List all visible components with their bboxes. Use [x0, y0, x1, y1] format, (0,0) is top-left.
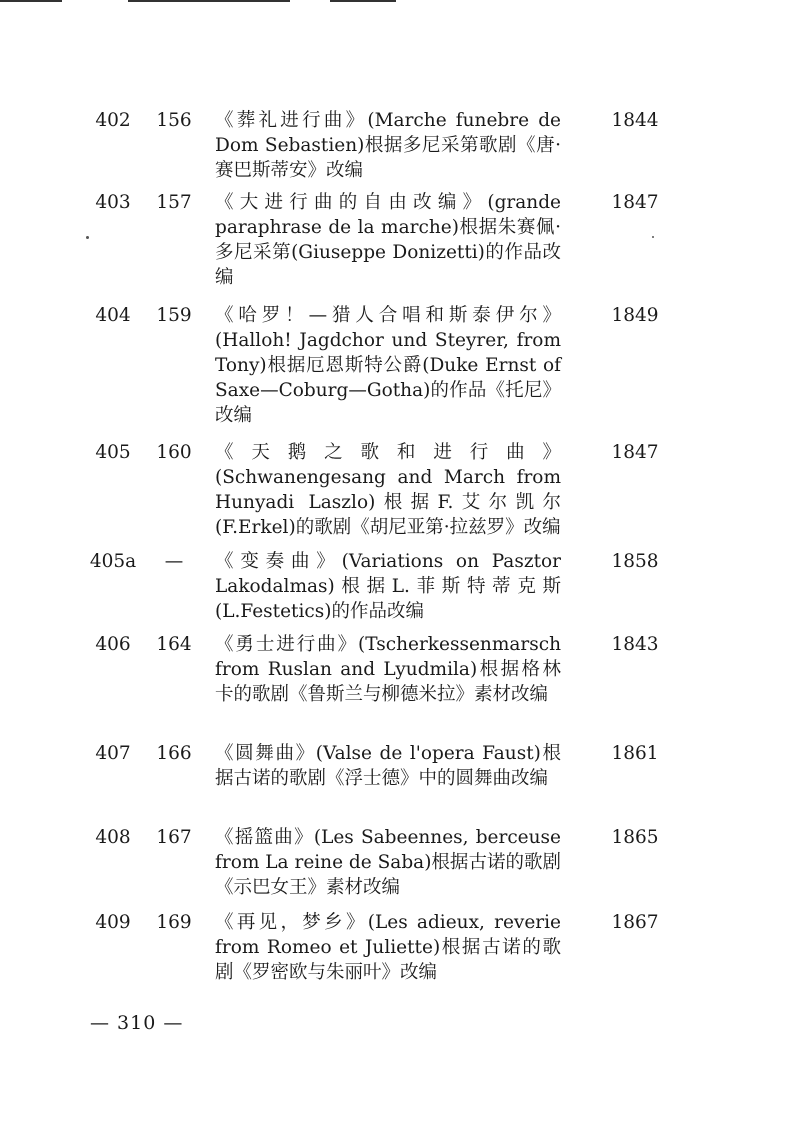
entry-number: 402 [95, 110, 131, 131]
entry-title: 《哈罗！—猎人合唱和斯泰伊尔》(Halloh! Jagdchor und Steyrer, from Tony)根据厄恩斯特公爵(Duke Ernst of Saxe—Coburg—Gotha)的作品《托尼》改编 [215, 305, 561, 426]
entry-title: 《变奏曲》(Variations on Pasztor Lakodalmas)根据L.菲斯特蒂克斯(L.Festetics)的作品改编 [215, 551, 561, 622]
entry-year: 1861 [611, 743, 659, 764]
entry-number: 405 [95, 442, 131, 463]
entry-alt-number: 164 [156, 634, 192, 655]
entry-number: 409 [95, 912, 131, 933]
entry-alt-number: — [164, 551, 184, 572]
scan-speck [652, 236, 654, 238]
entry-year: 1844 [611, 110, 659, 131]
page-number: — 310 — [90, 1012, 184, 1034]
top-rule-left [0, 0, 62, 2]
entry-title: 《葬礼进行曲》(Marche funebre de Dom Sebastien)根据多尼采第歌剧《唐·赛巴斯蒂安》改编 [215, 110, 561, 181]
entry-title: 《天鹅之歌和进行曲》(Schwanengesang and March from Hunyadi Laszlo)根据F.艾尔凯尔(F.Erkel)的歌剧《胡尼亚第·拉兹罗》改编 [215, 442, 561, 538]
entry-title: 《摇篮曲》(Les Sabeennes, berceuse from La reine de Saba)根据古诺的歌剧《示巴女王》素材改编 [215, 827, 561, 898]
entry-alt-number: 160 [156, 442, 192, 463]
entry-alt-number: 156 [156, 110, 192, 131]
entry-number: 406 [95, 634, 131, 655]
entry-alt-number: 157 [156, 192, 192, 213]
entry-alt-number: 166 [156, 743, 192, 764]
entry-year: 1865 [611, 827, 659, 848]
entry-year: 1849 [611, 305, 659, 326]
entry-year: 1867 [611, 912, 659, 933]
top-rule-right [330, 0, 396, 2]
entry-year: 1847 [611, 442, 659, 463]
entry-alt-number: 167 [156, 827, 192, 848]
top-rule-middle [128, 0, 290, 2]
entry-year: 1843 [611, 634, 659, 655]
entry-year: 1858 [611, 551, 659, 572]
entry-title: 《勇士进行曲》(Tscherkessenmarsch from Ruslan and Lyudmila)根据格林卡的歌剧《鲁斯兰与柳德米拉》素材改编 [215, 634, 561, 705]
entry-number: 404 [95, 305, 131, 326]
entry-alt-number: 159 [156, 305, 192, 326]
entry-title: 《大进行曲的自由改编》(grande paraphrase de la marche)根据朱赛佩·多尼采第(Giuseppe Donizetti)的作品改编 [215, 192, 561, 288]
entry-title: 《圆舞曲》(Valse de l'opera Faust)根据古诺的歌剧《浮士德》中的圆舞曲改编 [215, 743, 561, 789]
entry-year: 1847 [611, 192, 659, 213]
entry-number: 408 [95, 827, 131, 848]
entry-title: 《再见，梦乡》(Les adieux, reverie from Romeo et Juliette)根据古诺的歌剧《罗密欧与朱丽叶》改编 [215, 912, 561, 983]
entry-number: 407 [95, 743, 131, 764]
entry-alt-number: 169 [156, 912, 192, 933]
entry-number: 403 [95, 192, 131, 213]
entry-number: 405a [89, 551, 137, 572]
scan-speck [86, 236, 89, 239]
